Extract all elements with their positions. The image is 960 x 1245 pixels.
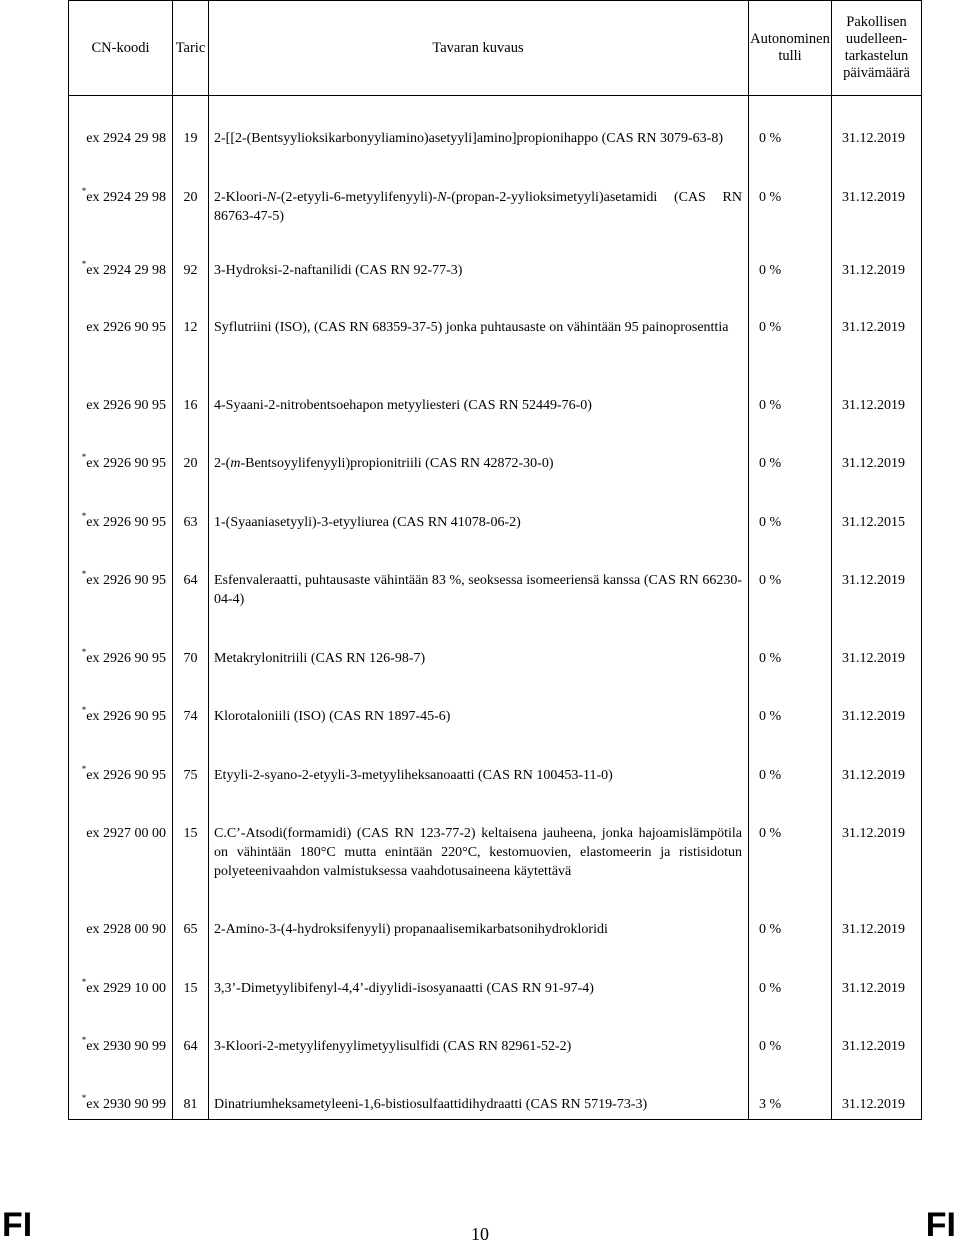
table-row bbox=[69, 538, 922, 616]
taric-cell bbox=[173, 480, 209, 538]
taric-text: 19 bbox=[183, 131, 198, 146]
description-cell bbox=[209, 616, 749, 674]
taric-text: 20 bbox=[183, 455, 198, 471]
description-cell bbox=[209, 155, 749, 228]
taric-text: 81 bbox=[183, 1096, 198, 1112]
taric-cell bbox=[173, 791, 209, 887]
description-cell bbox=[209, 674, 749, 733]
table-row bbox=[69, 228, 922, 285]
review-date-cell bbox=[832, 1004, 922, 1062]
table-row bbox=[69, 480, 922, 538]
taric-text: 65 bbox=[183, 921, 198, 937]
review-date-text: 31.12.2019 bbox=[842, 1096, 905, 1112]
duty-cell bbox=[749, 674, 832, 733]
duty-text: 0 % bbox=[759, 514, 782, 530]
cn-code-cell bbox=[69, 228, 173, 285]
footer-language-code-right: FI bbox=[925, 1206, 956, 1244]
amendment-marker: * bbox=[81, 258, 87, 269]
review-date-cell bbox=[832, 733, 922, 791]
description-text: Dinatriumheksametyleeni-1,6-bistiosulfaattidihydraatti (CAS RN 5719-73-3) bbox=[214, 1096, 648, 1112]
description-text: Syflutriini (ISO), (CAS RN 68359-37-5) jonka puhtausaste on vähintään 95 painoprosenttia bbox=[214, 319, 729, 335]
table-row bbox=[69, 946, 922, 1004]
cn-code-cell bbox=[69, 538, 173, 616]
review-date-cell bbox=[832, 155, 922, 228]
review-date-cell bbox=[832, 674, 922, 733]
review-date-text: 31.12.2019 bbox=[842, 319, 905, 335]
table-row bbox=[69, 421, 922, 480]
table-row bbox=[69, 363, 922, 421]
duty-cell bbox=[749, 363, 832, 421]
cn-code-cell bbox=[69, 421, 173, 480]
taric-text: 64 bbox=[183, 572, 198, 588]
amendment-marker: * bbox=[81, 1092, 87, 1103]
cn-code-cell bbox=[69, 480, 173, 538]
description-cell bbox=[209, 791, 749, 887]
taric-text: 92 bbox=[183, 262, 198, 278]
duty-cell bbox=[749, 421, 832, 480]
taric-cell bbox=[173, 616, 209, 674]
review-date-text: 31.12.2019 bbox=[842, 980, 905, 996]
review-date-cell bbox=[832, 228, 922, 285]
cn-code-cell bbox=[69, 1062, 173, 1120]
description-cell bbox=[209, 1062, 749, 1120]
table-row bbox=[69, 285, 922, 363]
description-cell bbox=[209, 733, 749, 791]
review-date-cell bbox=[832, 1062, 922, 1120]
duty-cell bbox=[749, 228, 832, 285]
description-cell bbox=[209, 421, 749, 480]
cn-code-cell bbox=[69, 1004, 173, 1062]
taric-text: 20 bbox=[183, 189, 198, 205]
description-text: Klorotaloniili (ISO) (CAS RN 1897-45-6) bbox=[214, 708, 451, 724]
taric-cell bbox=[173, 946, 209, 1004]
header-cn-code: CN-koodi bbox=[69, 1, 173, 96]
review-date-cell bbox=[832, 887, 922, 946]
review-date-cell bbox=[832, 363, 922, 421]
duty-text: 0 % bbox=[759, 825, 782, 841]
duty-cell bbox=[749, 155, 832, 228]
description-cell bbox=[209, 538, 749, 616]
header-taric: Taric bbox=[173, 1, 209, 96]
review-date-text: 31.12.2019 bbox=[842, 572, 905, 588]
duty-text: 0 % bbox=[759, 455, 782, 471]
duty-text: 0 % bbox=[759, 131, 782, 146]
duty-text: 0 % bbox=[759, 572, 782, 588]
cn-code-text: ex 2926 90 95 bbox=[86, 397, 166, 413]
description-text: 3-Kloori-2-metyylifenyylimetyylisulfidi (CAS RN 82961-52-2) bbox=[214, 1038, 572, 1054]
taric-text: 74 bbox=[183, 708, 198, 724]
review-date-text: 31.12.2019 bbox=[842, 397, 905, 413]
taric-text: 63 bbox=[183, 514, 198, 530]
cn-code-cell bbox=[69, 946, 173, 1004]
table-row bbox=[69, 616, 922, 674]
description-cell bbox=[209, 228, 749, 285]
duty-cell bbox=[749, 1062, 832, 1120]
duty-cell bbox=[749, 480, 832, 538]
duty-cell bbox=[749, 538, 832, 616]
review-date-cell bbox=[832, 538, 922, 616]
review-date-text: 31.12.2015 bbox=[842, 514, 905, 530]
cn-code-text: ex 2928 00 90 bbox=[86, 921, 166, 937]
review-date-text: 31.12.2019 bbox=[842, 767, 905, 783]
amendment-marker: * bbox=[81, 646, 87, 657]
review-date-cell bbox=[832, 946, 922, 1004]
header-row bbox=[69, 1, 922, 96]
amendment-marker: * bbox=[81, 763, 87, 774]
description-cell bbox=[209, 887, 749, 946]
taric-text: 16 bbox=[183, 397, 198, 413]
amendment-marker: * bbox=[81, 568, 87, 579]
review-date-text: 31.12.2019 bbox=[842, 708, 905, 724]
duty-text: 0 % bbox=[759, 319, 782, 335]
review-date-cell bbox=[832, 791, 922, 887]
header-autonomous-duty: Autonominen tulli bbox=[749, 1, 832, 96]
cn-code-cell bbox=[69, 285, 173, 363]
duty-text: 0 % bbox=[759, 767, 782, 783]
footer-language-code-left: FI bbox=[2, 1206, 33, 1244]
duty-text: 0 % bbox=[759, 921, 782, 937]
taric-text: 64 bbox=[183, 1038, 198, 1054]
taric-cell bbox=[173, 363, 209, 421]
cn-code-text: ex 2930 90 99 bbox=[86, 1096, 166, 1112]
page-number: 10 bbox=[471, 1224, 489, 1244]
taric-cell bbox=[173, 887, 209, 946]
description-text: 2-Kloori-N-(2-etyyli-6-metyylifenyyli)-N-(propan-2-yylioksimetyyli)asetamidi (CAS RN 86763-47-5) bbox=[214, 189, 742, 224]
review-date-cell bbox=[832, 421, 922, 480]
review-date-cell bbox=[832, 480, 922, 538]
table-row bbox=[69, 155, 922, 228]
description-cell bbox=[209, 480, 749, 538]
cn-code-text: ex 2930 90 99 bbox=[86, 1038, 166, 1054]
taric-text: 15 bbox=[183, 980, 198, 996]
taric-cell bbox=[173, 96, 209, 155]
taric-cell bbox=[173, 155, 209, 228]
tariff-table bbox=[68, 0, 922, 1120]
description-text: 2-(m-Bentsoyylifenyyli)propionitriili (CAS RN 42872-30-0) bbox=[214, 455, 554, 471]
duty-text: 3 % bbox=[759, 1096, 782, 1112]
cn-code-text: ex 2926 90 95 bbox=[86, 455, 166, 471]
taric-cell bbox=[173, 674, 209, 733]
review-date-cell bbox=[832, 96, 922, 155]
description-text: 1-(Syaaniasetyyli)-3-etyyliurea (CAS RN 41078-06-2) bbox=[214, 514, 521, 530]
taric-cell bbox=[173, 1062, 209, 1120]
cn-code-text: ex 2929 10 00 bbox=[86, 980, 166, 996]
description-cell bbox=[209, 946, 749, 1004]
header-review-date: Pakollisen uudelleen-tarkastelun päivämäärä bbox=[832, 1, 922, 96]
duty-text: 0 % bbox=[759, 980, 782, 996]
amendment-marker: * bbox=[81, 976, 87, 987]
review-date-text: 31.12.2019 bbox=[842, 825, 905, 841]
cn-code-cell bbox=[69, 155, 173, 228]
cn-code-cell bbox=[69, 674, 173, 733]
cn-code-text: ex 2924 29 98 bbox=[86, 262, 166, 278]
duty-text: 0 % bbox=[759, 262, 782, 278]
description-cell bbox=[209, 285, 749, 363]
review-date-text: 31.12.2019 bbox=[842, 189, 905, 205]
table-row bbox=[69, 887, 922, 946]
taric-text: 15 bbox=[183, 825, 198, 841]
cn-code-cell bbox=[69, 96, 173, 155]
cn-code-cell bbox=[69, 616, 173, 674]
duty-text: 0 % bbox=[759, 650, 782, 666]
taric-cell bbox=[173, 538, 209, 616]
description-cell bbox=[209, 1004, 749, 1062]
cn-code-text: ex 2924 29 98 bbox=[86, 189, 166, 205]
description-text: 2-Amino-3-(4-hydroksifenyyli) propanaalisemikarbatsonihydrokloridi bbox=[214, 921, 608, 937]
cn-code-text: ex 2926 90 95 bbox=[86, 650, 166, 666]
duty-cell bbox=[749, 887, 832, 946]
review-date-text: 31.12.2019 bbox=[842, 1038, 905, 1054]
duty-text: 0 % bbox=[759, 189, 782, 205]
cn-code-cell bbox=[69, 887, 173, 946]
cn-code-text: ex 2924 29 98 bbox=[86, 131, 166, 146]
taric-cell bbox=[173, 228, 209, 285]
review-date-cell bbox=[832, 616, 922, 674]
amendment-marker: * bbox=[81, 451, 87, 462]
duty-cell bbox=[749, 733, 832, 791]
cn-code-cell bbox=[69, 733, 173, 791]
description-cell bbox=[209, 363, 749, 421]
duty-cell bbox=[749, 1004, 832, 1062]
review-date-text: 31.12.2019 bbox=[842, 921, 905, 937]
description-text: 4-Syaani-2-nitrobentsoehapon metyyliesteri (CAS RN 52449-76-0) bbox=[214, 397, 592, 413]
description-text: Metakrylonitriili (CAS RN 126-98-7) bbox=[214, 650, 426, 666]
table-row bbox=[69, 733, 922, 791]
review-date-text: 31.12.2019 bbox=[842, 262, 905, 278]
description-text: Etyyli-2-syano-2-etyyli-3-metyyliheksanoaatti (CAS RN 100453-11-0) bbox=[214, 767, 613, 783]
duty-cell bbox=[749, 285, 832, 363]
taric-cell bbox=[173, 421, 209, 480]
review-date-text: 31.12.2019 bbox=[842, 131, 905, 146]
cn-code-text: ex 2926 90 95 bbox=[86, 708, 166, 724]
cn-code-cell bbox=[69, 363, 173, 421]
review-date-text: 31.12.2019 bbox=[842, 650, 905, 666]
table-row bbox=[69, 674, 922, 733]
taric-text: 75 bbox=[183, 767, 198, 783]
cn-code-text: ex 2926 90 95 bbox=[86, 319, 166, 335]
table-row bbox=[69, 1004, 922, 1062]
duty-text: 0 % bbox=[759, 1038, 782, 1054]
cn-code-text: ex 2926 90 95 bbox=[86, 572, 166, 588]
taric-cell bbox=[173, 733, 209, 791]
amendment-marker: * bbox=[81, 510, 87, 521]
table-row bbox=[69, 1062, 922, 1120]
review-date-cell bbox=[832, 285, 922, 363]
duty-cell bbox=[749, 946, 832, 1004]
cn-code-text: ex 2926 90 95 bbox=[86, 514, 166, 530]
description-text: 2-[[2-(Bentsyylioksikarbonyyliamino)asetyyli]amino]propionihappo (CAS RN 3079-63-8) bbox=[214, 131, 723, 146]
duty-cell bbox=[749, 791, 832, 887]
amendment-marker: * bbox=[81, 1034, 87, 1045]
description-text: Esfenvaleraatti, puhtausaste vähintään 83 %, seoksessa isomeeriensä kanssa (CAS RN 66230-04-4) bbox=[214, 572, 742, 607]
review-date-text: 31.12.2019 bbox=[842, 455, 905, 471]
cn-code-text: ex 2926 90 95 bbox=[86, 767, 166, 783]
taric-cell bbox=[173, 1004, 209, 1062]
duty-cell bbox=[749, 96, 832, 155]
table-row bbox=[69, 96, 922, 155]
cn-code-cell bbox=[69, 791, 173, 887]
duty-text: 0 % bbox=[759, 397, 782, 413]
cn-code-text: ex 2927 00 00 bbox=[86, 825, 166, 841]
description-text: 3-Hydroksi-2-naftanilidi (CAS RN 92-77-3) bbox=[214, 262, 463, 278]
duty-cell bbox=[749, 616, 832, 674]
table-row bbox=[69, 791, 922, 887]
duty-text: 0 % bbox=[759, 708, 782, 724]
header-description: Tavaran kuvaus bbox=[209, 1, 749, 96]
amendment-marker: * bbox=[81, 185, 87, 196]
description-text: 3,3’-Dimetyylibifenyl-4,4’-diyylidi-isosyanaatti (CAS RN 91-97-4) bbox=[214, 980, 594, 996]
description-text: C.C’-Atsodi(formamidi) (CAS RN 123-77-2) keltaisena jauheena, jonka hajoamislämpötila on vähintään 180°C mutta enintään 220°C, kestomuovien, elastomeerin ja ristisidotun polyeteenivaahdon valmistuksessa vaahdotusaineena käytettävä bbox=[214, 825, 742, 879]
taric-text: 12 bbox=[183, 319, 198, 335]
taric-text: 70 bbox=[183, 650, 198, 666]
description-cell bbox=[209, 96, 749, 155]
taric-cell bbox=[173, 285, 209, 363]
amendment-marker: * bbox=[81, 704, 87, 715]
